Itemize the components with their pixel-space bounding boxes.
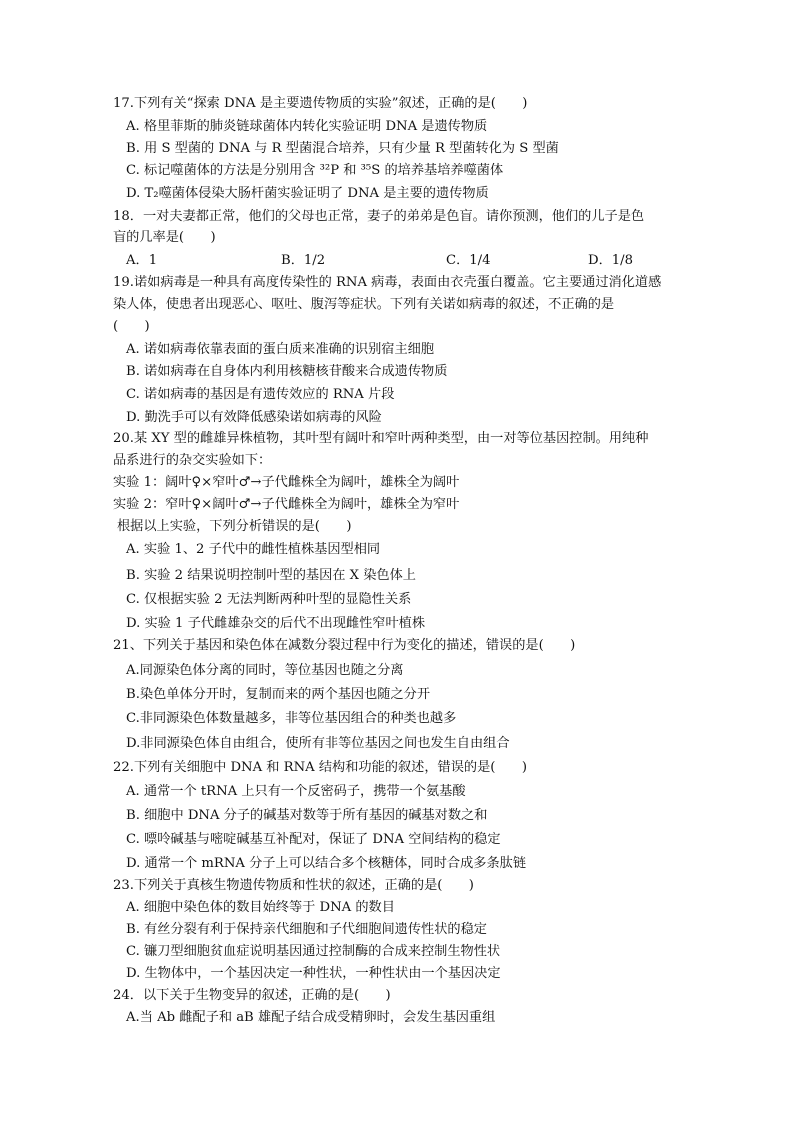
question-17-option-d: D. T₂噬菌体侵染大肠杆菌实验证明了 DNA 是主要的遗传物质 xyxy=(126,186,489,201)
question-19-option-d: D. 勤洗手可以有效降低感染诺如病毒的风险 xyxy=(126,410,382,425)
question-19-option-b: B. 诺如病毒在自身体内利用核糖核苷酸来合成遗传物质 xyxy=(126,364,448,379)
question-21-option-d: D.非同源染色体自由组合，使所有非等位基因之间也发生自由组合 xyxy=(126,736,510,751)
question-19-option-a: A. 诺如病毒依靠表面的蛋白质来准确的识别宿主细胞 xyxy=(126,342,435,357)
question-23-option-d: D. 生物体中，一个基因决定一种性状，一种性状由一个基因决定 xyxy=(126,966,501,981)
question-20-option-a: A. 实验 1、2 子代中的雌性植株基因型相同 xyxy=(126,542,381,557)
question-24-option-a: A.当 Ab 雌配子和 aB 雄配子结合成受精卵时，会发生基因重组 xyxy=(126,1010,496,1025)
question-21-stem: 21、下列关于基因和染色体在减数分裂过程中行为变化的描述，错误的是( ) xyxy=(113,638,576,653)
question-22-stem: 22.下列有关细胞中 DNA 和 RNA 结构和功能的叙述，错误的是( ) xyxy=(113,760,527,775)
question-22-option-c: C. 嘌呤碱基与嘧啶碱基互补配对，保证了 DNA 空间结构的稳定 xyxy=(126,832,501,847)
question-23-stem: 23.下列关于真核生物遗传物质和性状的叙述，正确的是( ) xyxy=(113,878,474,893)
question-23-option-a: A. 细胞中染色体的数目始终等于 DNA 的数目 xyxy=(126,900,395,915)
question-17-option-c: C. 标记噬菌体的方法是分别用含 ³²P 和 ³⁵S 的培养基培养噬菌体 xyxy=(126,163,504,178)
question-21-option-b: B.染色单体分开时，复制而来的两个基因也随之分开 xyxy=(126,687,431,702)
question-23-option-c: C. 镰刀型细胞贫血症说明基因通过控制酶的合成来控制生物性状 xyxy=(126,944,501,959)
question-22-option-b: B. 细胞中 DNA 分子的碱基对数等于所有基因的碱基对数之和 xyxy=(126,808,488,823)
question-20-intro: 根据以上实验，下列分析错误的是( ) xyxy=(117,519,352,534)
question-18-option-b: B．1/2 xyxy=(281,253,326,268)
question-18-option-c: C．1/4 xyxy=(446,253,491,268)
question-20-option-b: B. 实验 2 结果说明控制叶型的基因在 X 染色体上 xyxy=(126,568,416,583)
question-17-option-b: B. 用 S 型菌的 DNA 与 R 型菌混合培养，只有少量 R 型菌转化为 S 型菌 xyxy=(126,141,559,156)
question-17-stem: 17.下列有关“探索 DNA 是主要遗传物质的实验”叙述，正确的是( ) xyxy=(113,96,528,111)
question-19-option-c: C. 诺如病毒的基因是有遗传效应的 RNA 片段 xyxy=(126,387,395,402)
question-19-stem-line3: ( ) xyxy=(113,319,150,334)
question-20-stem-line2: 品系进行的杂交实验如下： xyxy=(113,453,272,468)
question-21-option-a: A.同源染色体分离的同时，等位基因也随之分离 xyxy=(126,663,404,678)
question-21-option-c: C.非同源染色体数量越多，非等位基因组合的种类也越多 xyxy=(126,711,457,726)
question-17-option-a: A. 格里菲斯的肺炎链球菌体内转化实验证明 DNA 是遗传物质 xyxy=(126,119,488,134)
question-20-stem-line1: 20.某 XY 型的雌雄异株植物，其叶型有阔叶和窄叶两种类型，由一对等位基因控制。用纯种 xyxy=(113,431,649,446)
question-18-stem-line1: 18．一对夫妻都正常，他们的父母也正常，妻子的弟弟是色盲。请你预测，他们的儿子是色 xyxy=(113,209,645,224)
question-20-experiment-1: 实验 1：阔叶♀×窄叶♂→子代雌株全为阔叶，雄株全为阔叶 xyxy=(113,475,460,490)
question-18-stem-line2: 盲的几率是( ) xyxy=(113,230,216,245)
question-19-stem-line1: 19.诺如病毒是一种具有高度传染性的 RNA 病毒，表面由衣壳蛋白覆盖。它主要通过消化道感 xyxy=(113,275,662,290)
question-22-option-d: D. 通常一个 mRNA 分子上可以结合多个核糖体，同时合成多条肽链 xyxy=(126,856,527,871)
question-20-option-c: C. 仅根据实验 2 无法判断两种叶型的显隐性关系 xyxy=(126,592,412,607)
question-18-option-a: A．1 xyxy=(126,253,158,268)
question-22-option-a: A. 通常一个 tRNA 上只有一个反密码子，携带一个氨基酸 xyxy=(126,784,466,799)
question-20-experiment-2: 实验 2：窄叶♀×阔叶♂→子代雌株全为阔叶，雄株全为窄叶 xyxy=(113,497,460,512)
question-23-option-b: B. 有丝分裂有利于保持亲代细胞和子代细胞间遗传性状的稳定 xyxy=(126,922,487,937)
question-19-stem-line2: 染人体，使患者出现恶心、呕吐、腹泻等症状。下列有关诺如病毒的叙述，不正确的是 xyxy=(113,297,615,312)
question-20-option-d: D. 实验 1 子代雌雄杂交的后代不出现雌性窄叶植株 xyxy=(126,616,426,631)
question-24-stem: 24．以下关于生物变异的叙述，正确的是( ) xyxy=(113,988,391,1003)
question-18-option-d: D．1/8 xyxy=(588,253,633,268)
